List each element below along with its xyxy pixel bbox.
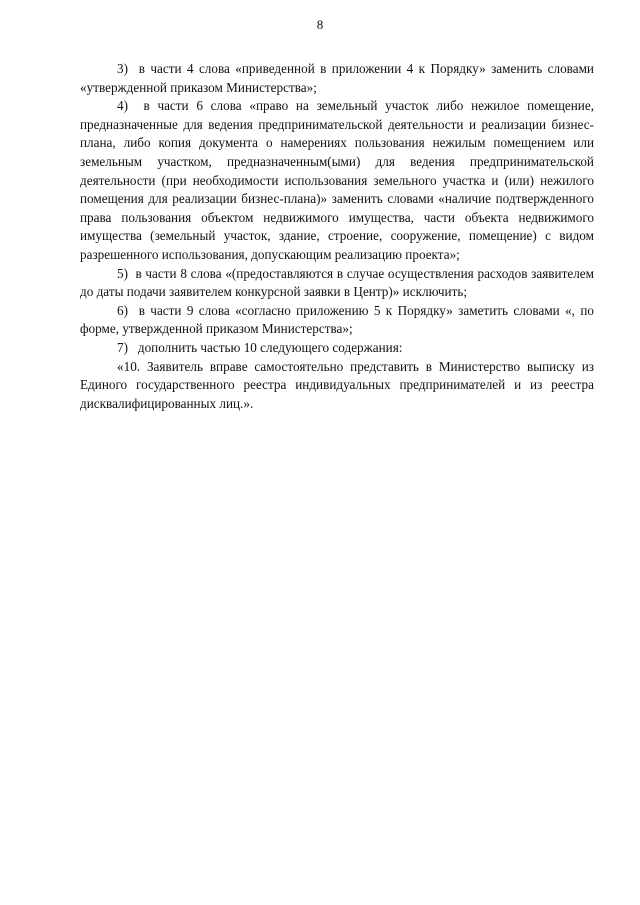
paragraph-item-5: 5) в части 8 слова «(предоставляются в случае осуществления расходов заявителем до даты подачи заявителем конкурсной заявки в Центр)» исключить;	[80, 265, 594, 300]
paragraph-item-3: 3) в части 4 слова «приведенной в приложении 4 к Порядку» заменить словами «утвержденной приказом Министерства»;	[80, 61, 594, 95]
paragraph-item-6: 6) в части 9 слова «согласно приложению 5 к Порядку» заметить словами «, по форме, утвержденной приказом Министерства»;	[80, 302, 594, 337]
document-body	[80, 60, 594, 413]
page-number: 8	[316, 17, 324, 32]
paragraph-part-10: «10. Заявитель вправе самостоятельно представить в Министерство выписку из Единого государственного реестра индивидуальных предпринимателей и из реестра дисквалифицированных лиц.».	[80, 358, 594, 411]
paragraph-item-4: 4) в части 6 слова «право на земельный участок либо нежилое помещение, предназначенные для ведения предпринимательской деятельности и реализации бизнес-плана, либо копия документа о намерениях пользования нежилым помещением или земельным участком, предназначенным(ыми) для ведения предпринимательской деятельности (при необходимости использования земельного участка и (или) нежилого помещения для реализации бизнес-плана)» заменить словами «наличие подтвержденного права пользования объектом недвижимого имущества, части объекта недвижимого имущества (земельный участок, здание, строение, сооружение, помещение) с видом разрешенного использования, допускающим реализацию проекта»;	[80, 98, 594, 262]
paragraph-item-7: 7) дополнить частью 10 следующего содержания:	[117, 339, 403, 355]
